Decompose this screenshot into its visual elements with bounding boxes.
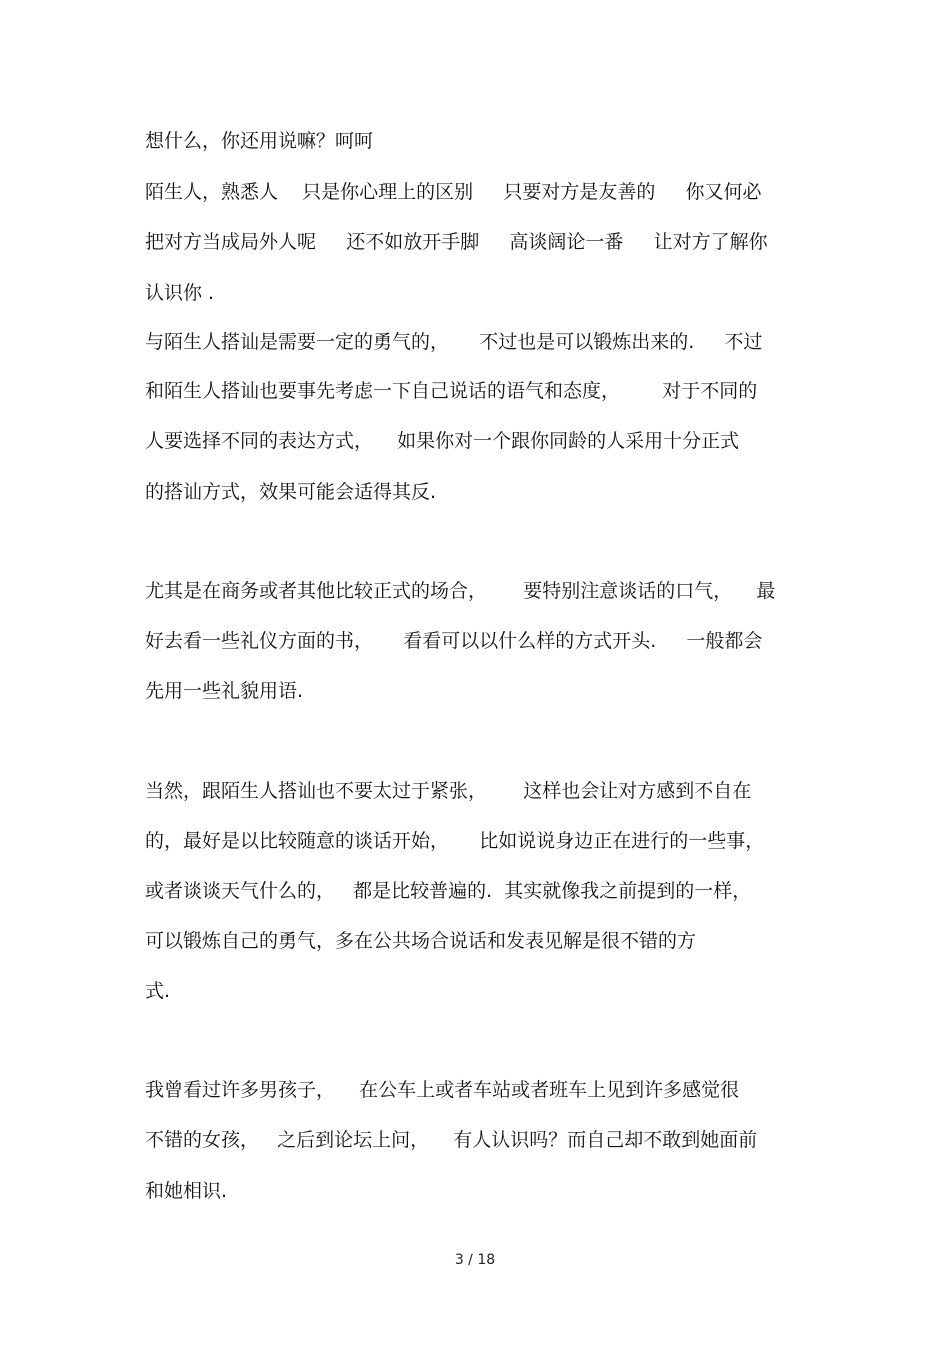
text-line: 式. [145, 980, 171, 1002]
text-line: 陌生人，熟悉人 只是你心理上的区别 只要对方是友善的 你又何必 [145, 181, 762, 203]
text-line: 可以锻炼自己的勇气，多在公共场合说话和发表见解是很不错的方 [145, 930, 697, 952]
text-line: 把对方当成局外人呢 还不如放开手脚 高谈阔论一番 让对方了解你 [145, 231, 768, 253]
text-line: 不错的女孩， 之后到论坛上问， 有人认识吗？而自己却不敢到她面前 [145, 1129, 758, 1151]
text-line: 认识你 . [145, 282, 215, 304]
text-line: 好去看一些礼仪方面的书， 看看可以以什么样的方式开头. 一般都会 [145, 630, 763, 652]
text-line: 当然，跟陌生人搭讪也不要太过于紧张， 这样也会让对方感到不自在 [145, 780, 752, 802]
text-line: 的，最好是以比较随意的谈话开始， 比如说说身边正在进行的一些事， [145, 830, 765, 852]
text-line: 先用一些礼貌用语. [145, 680, 304, 702]
text-line: 和陌生人搭讪也要事先考虑一下自己说话的语气和态度， 对于不同的 [145, 380, 758, 402]
text-line: 我曾看过许多男孩子， 在公车上或者车站或者班车上见到许多感觉很 [145, 1079, 740, 1101]
text-line: 尤其是在商务或者其他比较正式的场合， 要特别注意谈话的口气， 最 [145, 580, 776, 602]
text-line: 或者谈谈天气什么的， 都是比较普遍的. 其实就像我之前提到的一样， [145, 880, 752, 902]
text-line: 想什么，你还用说嘛？呵呵 [145, 130, 374, 152]
text-line: 的搭讪方式，效果可能会适得其反. [145, 481, 437, 503]
text-line: 人要选择不同的表达方式， 如果你对一个跟你同龄的人采用十分正式 [145, 430, 740, 452]
text-line: 与陌生人搭讪是需要一定的勇气的， 不过也是可以锻炼出来的. 不过 [145, 331, 763, 353]
text-line: 和她相识. [145, 1180, 228, 1202]
page-number: 3 / 18 [454, 1252, 496, 1268]
